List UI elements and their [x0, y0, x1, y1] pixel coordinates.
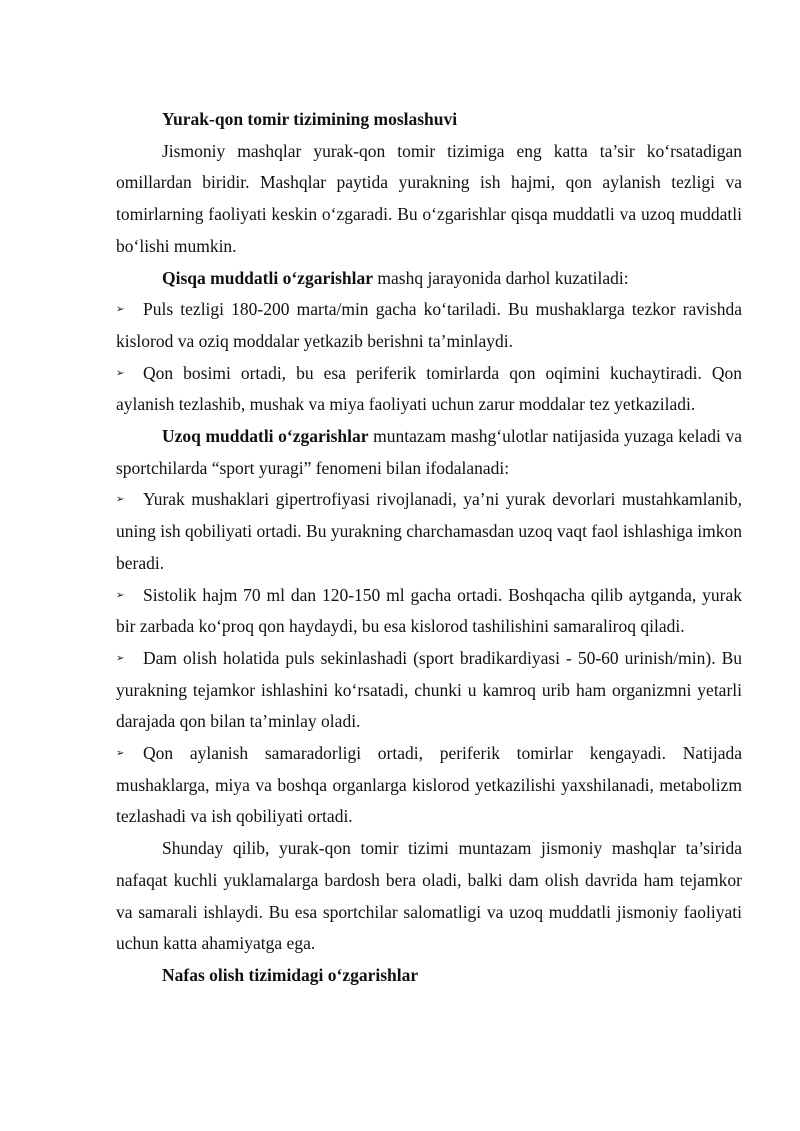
short-term-lead-bold: Qisqa muddatli o‘zgarishlar — [162, 267, 373, 288]
short-term-lead — [116, 263, 742, 295]
document-body — [116, 104, 742, 992]
arrowhead-bullet-icon: ➢ — [116, 748, 125, 760]
list-item — [116, 643, 742, 738]
arrowhead-bullet-icon: ➢ — [116, 304, 125, 316]
long-term-lead — [116, 421, 742, 484]
list-item — [116, 358, 742, 421]
list-item-text: Qon bosimi ortadi, bu esa periferik tomirlarda qon oqimini kuchaytiradi. Qon aylanish tezlashib, mushak va miya faoliyati uchun zarur moddalar tez yetkaziladi. — [116, 362, 742, 415]
arrowhead-bullet-icon: ➢ — [116, 652, 125, 664]
list-item — [116, 484, 742, 579]
intro-paragraph: Jismoniy mashqlar yurak-qon tomir tizimiga eng katta ta’sir ko‘rsatadigan omillardan biridir. Mashqlar paytida yurakning ish hajmi, qon aylanish tezligi va tomirlarning faoliyati keskin o‘zgaradi. Bu o‘zgarishlar qisqa muddatli va uzoq muddatli bo‘lishi mumkin. — [116, 140, 742, 256]
list-item-text: Puls tezligi 180-200 marta/min gacha ko‘tariladi. Bu mushaklarga tezkor ravishda kislorod va oziq moddalar yetkazib berishni ta’minlaydi. — [116, 299, 742, 351]
list-item — [116, 738, 742, 833]
arrowhead-bullet-icon: ➢ — [116, 589, 125, 601]
conclusion-paragraph: Shunday qilib, yurak-qon tomir tizimi muntazam jismoniy mashqlar ta’sirida nafaqat kuchli yuklamalarga bardosh bera oladi, balki dam olish davrida ham tejamkor va samarali ishlaydi. Bu esa sportchilar salomatligi va uzoq muddatli jismoniy faoliyati uchun katta ahamiyatga ega. — [116, 838, 742, 954]
arrowhead-bullet-icon: ➢ — [116, 494, 125, 506]
list-item-text: Sistolik hajm 70 ml dan 120-150 ml gacha ortadi. Boshqacha qilib aytganda, yurak bir zarbada ko‘proq qon haydaydi, bu esa kislorod tashilishini samaraliroq qiladi. — [116, 584, 742, 637]
long-term-lead-text: muntazam mashg‘ulotlar natijasida yuzaga keladi va sportchilarda “sport yuragi” fenomeni bilan ifodalanadi: — [116, 426, 742, 478]
section-heading-cardiovascular: Yurak-qon tomir tizimining moslashuvi — [162, 109, 458, 129]
list-item-text: Yurak mushaklari gipertrofiyasi rivojlanadi, ya’ni yurak devorlari mustahkamlanib, uning ish qobiliyati ortadi. Bu yurakning charchamasdan uzoq vaqt faol ishlashiga imkon beradi. — [116, 489, 742, 573]
arrowhead-bullet-icon: ➢ — [116, 367, 125, 379]
short-term-lead-text: mashq jarayonida darhol kuzatiladi: — [373, 267, 629, 288]
list-item — [116, 580, 742, 643]
list-item — [116, 294, 742, 357]
list-item-text: Qon aylanish samaradorligi ortadi, periferik tomirlar kengayadi. Natijada mushaklarga, miya va boshqa organlarga kislorod yetkazilishi yaxshilanadi, metabolizm tezlashadi va ish qobiliyati ortadi. — [116, 743, 742, 827]
section-heading-respiratory: Nafas olish tizimidagi o‘zgarishlar — [162, 964, 419, 985]
long-term-lead-bold: Uzoq muddatli o‘zgarishlar — [162, 426, 369, 447]
list-item-text: Dam olish holatida puls sekinlashadi (sport bradikardiyasi - 50-60 urinish/min). Bu yurakning tejamkor ishlashini ko‘rsatadi, chunki u kamroq urib ham organizmni yetarli darajada qon bilan ta’minlay oladi. — [116, 647, 742, 732]
